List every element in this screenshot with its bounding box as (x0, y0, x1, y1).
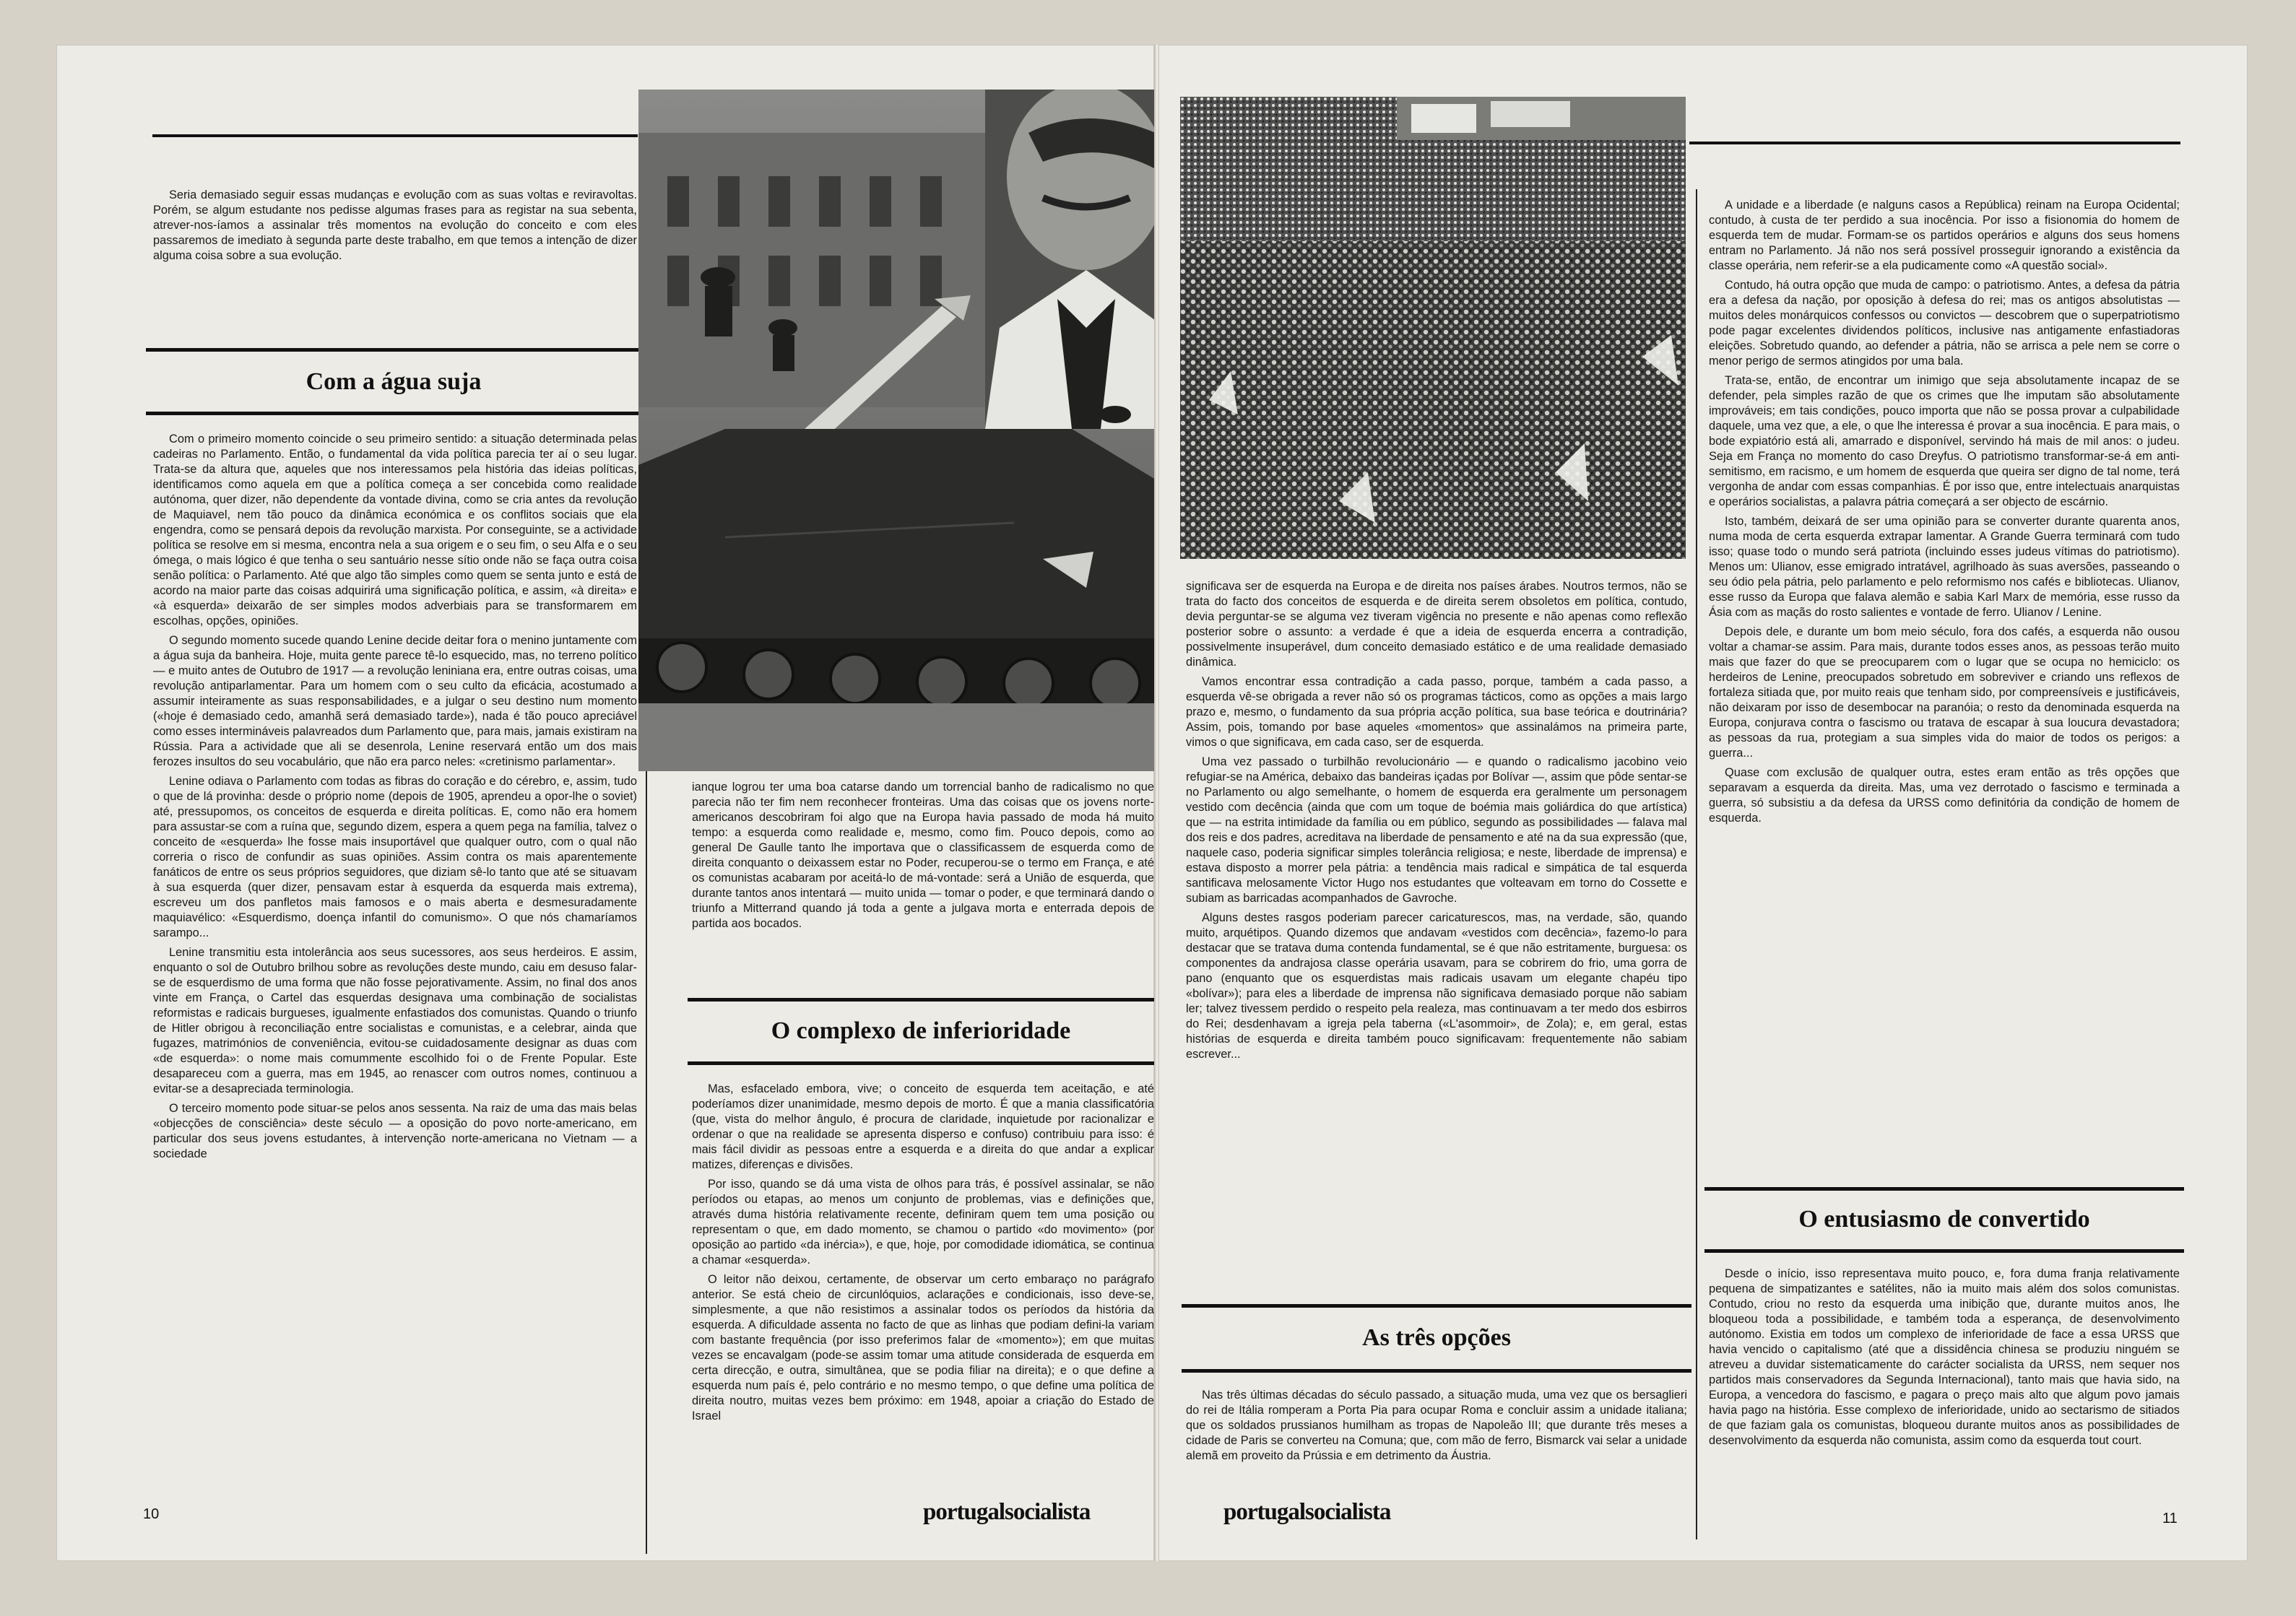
masthead-logo: portugalsocialista (923, 1499, 1091, 1525)
heading-rule (688, 998, 1154, 1002)
masthead-logo: portugalsocialista (1223, 1499, 1391, 1525)
article-column (1186, 579, 1687, 1067)
paragraph: O leitor não deixou, certamente, de observar um certo embaraço no parágrafo anterior. Se está cheio de circunlóquios, aclarações e condicionais, isso deve-se, simplesmente, a que não resistimos a assinalar todos os períodos da história da esquerda. A dificuldade assenta no facto de que as linhas que podiam defini-la variam com bastante frequência (por isso preferimos falar de «momento»); em que muitas vezes se encavalgam (pode-se assim tomar uma atitude considerada de esquerda em certa direcção, e outra, simultânea, que se podia filiar na direita); e o que define a esquerda num país é, pelo contrário e no mesmo tempo, o que define uma política de direita noutro, muitas vezes bem próximo: em 1948, apoiar a criação do Estado de Israel (692, 1273, 1154, 1422)
paragraph: significava ser de esquerda na Europa e de direita nos países árabes. Noutros termos, não se trata do facto dos conceitos de esquerda e de direita serem obsoletos em política, contudo, devia perguntar-se se alguma vez tiveram vigência no presente e não apenas como reflexão posterior sobre o assunto: a verdade é que a ideia de esquerda encerra a contradição, possivelmente insuperável, dum conceito demasiado estático e de uma realidade demasiado dinâmica. (1186, 580, 1687, 669)
paragraph: O segundo momento sucede quando Lenine decide deitar fora o menino juntamente com a água suja da banheira. Hoje, muita gente parece tê-lo esquecido, mas, no terreno político — e muito antes de Outubro de 1917 — a revolução leniniana era, entre outras coisas, uma revolução antiparlamentar. Para um homem com o seu culto da eficácia, acostumado a assumir inteiramente as suas responsabilidades, e a julgar o seu destino num momento («hoje é demasiado cedo, amanhã será demasiado tarde»), nada é tão pouco apreciável como esses intermináveis palavreados dum Parlamento que, para mais, jamais existiram na Rússia. Para a actividade que ali se desenrola, Lenine reservará então um dos mais ferozes insultos do seu vocabulário, que não era parco neles: «cretinismo parlamentar». (153, 634, 637, 768)
heading-rule (688, 1061, 1154, 1065)
article-column (1709, 1267, 2180, 1453)
paragraph: A unidade e a liberdade (e nalguns casos a República) reinam na Europa Ocidental; contudo, à custa de ter perdido a sua inocência. Por isso a fisionomia do homem de esquerda tem de mudar. Formam-se os partidos operários e alguns dos seus homens entram no Parlamento. Já não nos será possível prosseguir ignorando a existência da classe operária, nem referir-se a ela pudicamente como «A questão social». (1709, 199, 2180, 272)
paragraph: Com o primeiro momento coincide o seu primeiro sentido: a situação determinada pelas cadeiras no Parlamento. Então, o fundamental da vida política parecia ter aí o seu lugar. Trata-se da altura que, aqueles que nos interessamos pela história das ideias políticas, identificamos como aquela em que a política começa a ser concebida como realidade autónoma, quer dizer, não dependente da vontade divina, como se cria antes da revolução de Maquiavel, nem tão pouco da dinâmica económica e os conflitos sociais que ela engendra, como se pensará depois da revolução marxista. Por conseguinte, se a actividade política se resolve em si mesma, encontra nela a sua origem e o seu fim, o seu Alfa e o seu ómega, o mais lógico é que tenha o seu santuário nesse sítio onde não se faça outra coisa senão política: o Parlamento. Até que algo tão simples como quem se senta junto e está de acordo na maior parte das coisas adquirirá uma significação política, e assim, «à direita» e «à esquerda» deixarão de ser simples modos adverbiais para se transformarem em escolhas, opções, opiniões. (153, 433, 637, 627)
article-column (153, 432, 637, 1166)
paragraph: Contudo, há outra opção que muda de campo: o patriotismo. Antes, a defesa da pátria era a defesa da nação, por oposição à defesa do rei; mas os antigos absolutistas — muitos deles monárquicos confessos ou convictos — descobrem que o superpatriotismo pode pagar excelentes dividendos políticos, inclusive nas antigamente enfastiadoras eleições. Sobretudo quando, ao defender a pátria, não se arrisca a pele nem se corre o menor perigo de sermos atingidos por uma bala. (1709, 279, 2180, 368)
article-column (1709, 198, 2180, 830)
page-number: 10 (143, 1506, 160, 1522)
paragraph: Trata-se, então, de encontrar um inimigo que seja absolutamente incapaz de se defender, pela simples razão de que os crimes que lhe imputam são absolutamente improváveis; em tais condições, pouco importa que não se possa provar a culpabilidade daquele, uma vez que, a ele, o que lhe interessa é provar a sua inocência. E para mais, o bode expiatório está ali, amarrado e disponível, servindo há mais de mil anos: o judeu. Seja em França no momento do caso Dreyfus. O patriotismo transformar-se-á em anti-semitismo, em racismo, e um homem de esquerda que queira ser digno de tal nome, terá vergonha de andar com essas companhias. É por isso que, entre intelectuais anarquistas e operários socialistas, a palavra pátria começará a ser objecto de escárnio. (1709, 374, 2180, 508)
left-page (56, 45, 1154, 1561)
article-column (153, 188, 637, 268)
right-page (1158, 45, 2248, 1561)
heading-rule (1704, 1187, 2184, 1191)
article-column (1186, 1388, 1687, 1468)
heading-rule (146, 348, 641, 352)
paragraph: Alguns destes rasgos poderiam parecer caricaturescos, mas, na verdade, são, quando muito, arquétipos. Quando dizemos que andavam «vestidos com decência», fazemo-lo para destacar que se tratava duma contenda fundamental, se é que não estritamente, burguesa: os componentes da andrajosa classe operária usavam, para se cobrirem do frio, uma gorra de pano (enquanto que os esquerdistas mais radicais usavam um elegante chapéu tipo «bolívar»); para eles a liberdade de imprensa não significava demasiado porque não sabiam ler; talvez tivessem perdido o respeito pela realeza, mas continuavam a ter medo dos esbirros do Rei; desdenhavam a igreja pela taberna («L'asommoir», de Zola); e, em geral, estas histórias de esquerda e direita também pouco significavam: frequentemente não sabiam escrever... (1186, 911, 1687, 1061)
paragraph: Mas, esfacelado embora, vive; o conceito de esquerda tem aceitação, e até poderíamos dizer unanimidade, mesmo depois de morto. É que a mania classificatória (que, vista do melhor ângulo, é procura de claridade, inquietude por racionalizar e ordenar o que na realidade se apresenta disperso e confuso) contribuiu para isso: é mais fácil dividir as pessoas entre a esquerda e a direita do que andar a explicar matizes, diferenças e divisões. (692, 1082, 1154, 1171)
paragraph: Por isso, quando se dá uma vista de olhos para trás, é possível assinalar, se não períodos ou etapas, ao menos um conjunto de problemas, vias e definições que, através duma história relativamente recente, definiram quem tem uma posição ou representam o que, em dado momento, se chamou o partido «do movimento» (por oposição ao partido «da inércia»), e que, hoje, por comodidade idiomática, se continua a chamar «esquerda». (692, 1178, 1154, 1267)
article-column (692, 780, 1154, 936)
paragraph: Isto, também, deixará de ser uma opinião para se converter durante quarenta anos, numa moda de certa esquerda extrapar lamentar. A Grande Guerra terminará com tudo isso; quase todo o mundo será patriota (incluindo esses judeus vítimas do patriotismo). Menos um: Ulianov, esse emigrado intratável, agrilhoado às suas aversões, passeando o seu ódio pela pátria, pelo parlamento e pelo reformismo nos cafés e bibliotecas. Ulianov, esse russo da Europa que falava alemão e sabia Karl Marx de memória, esse russo da Ásia com as maçãs do rosto salientes e vontade de ferro. Ulianov / Lenine. (1709, 515, 2180, 619)
military-parade-photo (638, 90, 1156, 771)
top-rule (152, 134, 638, 137)
column-divider (1696, 189, 1697, 1539)
page-number: 11 (2162, 1511, 2178, 1526)
top-rule (1689, 142, 2180, 144)
heading-rule (1182, 1304, 1691, 1308)
paragraph: Uma vez passado o turbilhão revolucionário — e quando o radicalismo jacobino veio refugiar-se na América, debaixo das bandeiras içadas por Bolívar —, assim que pôde sentar-se no Parlamento ou algo semelhante, o homem de esquerda era geralmente um personagem vestido com decência (ainda que com um toque de boémia mais goliárdica do que artística) que — na estrita intimidade da família ou em público, segundo as possibilidades — falava mal dos reis e dos padres, acreditava na liberdade de pensamento e até na da sua expressão (que, naquele caso, poderia significar simples tolerância religiosa; e neste, liberdade de imprensa) e estava disposto a morrer pela pátria: a tendência mais radical e simpática de tal esquerda santificava melosamente Victor Hugo nos estudantes que volteavam em torno do Cossette e subiam as barricadas acompanhados de Gavroche. (1186, 755, 1687, 905)
heading-rule (146, 412, 641, 415)
paragraph: Nas três últimas décadas do século passado, a situação muda, uma vez que os bersaglieri do rei de Itália romperam a Porta Pia para ocupar Roma e concluir assim a unidade italiana; que os soldados prussianos humilham as tropas de Napoleão III; que durante três meses a cidade de Paris se converteu na Comuna; que, com mão de ferro, Bismarck vai selar a unidade alemã em proveito da Prússia e em detrimento da Áustria. (1186, 1389, 1687, 1462)
paragraph: Lenine transmitiu esta intolerância aos seus sucessores, aos seus herdeiros. E assim, enquanto o sol de Outubro brilhou sobre as revoluções deste mundo, caiu em desuso falar-se de esquerdismo de uma forma que não fosse pejorativamente. Assim, no final dos anos vinte em França, o Cartel das esquerdas designava uma combinação de socialistas reformistas e radicais burgueses, igualmente enfastiados dos comunistas. Quando o triunfo de Hitler obrigou à reconciliação entre socialistas e comunistas, e a celebrar, ainda que fugazes, matrimónios de conveniência, evitou-se cuidadosamente designar as duas com «de esquerda»: o nome mais comummente escolhido foi o de Frente Popular. Este desapareceu com a guerra, mas em 1945, ao renascer com outros nomes, continuou a evitar-se a desapreciada terminologia. (153, 946, 637, 1095)
paragraph: Depois dele, e durante um bom meio século, fora dos cafés, a esquerda não ousou voltar a chamar-se assim. Para mais, durante todos esses anos, as pessoas terão muito mais que fazer do que se preocuparem com o lugar que se ocupa no hemiciclo: os herdeiros de Lenine, preocupados sobretudo em sobreviver e criando uns reflexos de fortaleza sitiada que, por muito reais que tenham sido, por compreensíveis e justificáveis, não deixaram por isso de desembocar na paranóia; o resto da denominada esquerda na Europa, conjurava contra o fascismo ou tratava de escapar à sua loucura devastadora; as pessoas da rua, protegiam a sua simples vida do maior de todos os perigos: a guerra... (1709, 625, 2180, 760)
paragraph: Seria demasiado seguir essas mudanças e evolução com as suas voltas e reviravoltas. Porém, se algum estudante nos pedisse algumas frases para as registar na sua sebenta, atrever-nos-íamos a assinalar três momentos na evolução do conceito e com eles passaremos de imediato à segunda parte deste trabalho, em que temos a intenção de dizer alguma coisa sobre a sua evolução. (153, 188, 637, 262)
paragraph: Quase com exclusão de qualquer outra, estes eram então as três opções que separavam a esquerda da direita. Mas, uma vez derrotado o fascismo e terminada a guerra, só subsistiu a da defesa da URSS como definitória da condição de homem de esquerda. (1709, 766, 2180, 825)
section-heading: As três opções (1362, 1324, 1511, 1351)
heading-rule (1704, 1249, 2184, 1253)
article-column (692, 1082, 1154, 1428)
paragraph: Vamos encontrar essa contradição a cada passo, porque, também a cada passo, a esquerda vê-se obrigada a rever não só os programas tácticos, como as opções a mais largo prazo e, mesmo, o fundamento da sua própria acção política, sua base teórica e doutrinária? Assim, pois, tomando por base aqueles «momentos» que assinalámos na primeira parte, vimos o que significava, em cada caso, ser de esquerda. (1186, 675, 1687, 749)
paragraph: Lenine odiava o Parlamento com todas as fibras do coração e do cérebro, e, assim, tudo o que de lá provinha: desde o próprio nome (depois de 1905, aprendeu a opor-lhe o soviet) até, pressupomos, os conceitos de esquerda e direita políticas. E, como não era homem para assustar-se com a ruína que, segundo dizem, espera a quem pega na família, talvez o conceito de «esquerda» lhe fosse mais insuportável que qualquer outro, com o qual não correria o risco de confundir as suas opiniões. Assim contra os mais aparentemente fanáticos de entre os seus próprios seguidores, que diziam sê-lo tanto que até se situavam à sua esquerda (quer dizer, pensavam estar à esquerda da esquerda mais extrema), escreveu um dos panfletos mais famosos e o mais aberta e desmesuradamente maquiavélico: «Esquerdismo, doença infantil do comunismo». O que nós chamaríamos sarampo... (153, 775, 637, 939)
paragraph: ianque logrou ter uma boa catarse dando um torrencial banho de radicalismo no que parecia não ter fim nem reconhecer fronteiras. Uma das coisas que os jovens norte-americanos descobriram foi algo que na Europa havia passado de moda há muito tempo: a esquerda como realidade e, mesmo, como fim. Pouco depois, como ao general De Gaulle tanto lhe importava que o classificassem de esquerda como de direita conquanto o deixassem estar no Poder, recuperou-se o termo em França, e até os comunistas acabaram por aceitá-lo de má-vontade: será a União de esquerda, que durante tantos anos intentará — muito unida — tomar o poder, e que terminará dando o triunfo a Mitterrand quando já toda a gente a julgava morta e enterrada depois de partida aos bocados. (692, 781, 1154, 930)
section-heading: Com a água suja (306, 368, 482, 395)
paragraph: Desde o início, isso representava muito pouco, e, fora duma franja relativamente pequena de simpatizantes e satélites, não ia muito mais além dos solos comunistas. Contudo, criou no resto da esquerda uma inibição que, durante muitos anos, lhe bloqueou toda a possibilidade, e também toda a esperança, de desenvolvimento autónomo. Existia em todos um complexo de inferioridade de face a essa URSS que havia vencido o capitalismo (até que a dissidência chinesa se produziu ninguém se atreveu a duvidar sistematicamente do carácter socialista da URSS, nem sequer nos partidos mais conservadores da Segunda Internacional), tanto mais que havia sido, na Europa, a vencedora do fascismo, e pagara o preço mais alto que algum povo jamais havia pago na história. Esse complexo de inferioridade, unido ao sectarismo de sitiados de que faziam gala os comunistas, bloqueou durante muitos anos as possibilidades de desenvolvimento da esquerda não comunista, assim como da esquerda tout court. (1709, 1267, 2180, 1447)
crowd-photo (1180, 97, 1686, 559)
section-heading: O complexo de inferioridade (771, 1017, 1071, 1044)
heading-rule (1182, 1369, 1691, 1373)
section-heading: O entusiasmo de convertido (1798, 1206, 2090, 1233)
paragraph: O terceiro momento pode situar-se pelos anos sessenta. Na raiz de uma das mais belas «objecções de consciência» deste século — a oposição do povo norte-americano, em particular dos seus jovens estudantes, à intervenção norte-americana no Vietnam — a sociedade (153, 1102, 637, 1160)
